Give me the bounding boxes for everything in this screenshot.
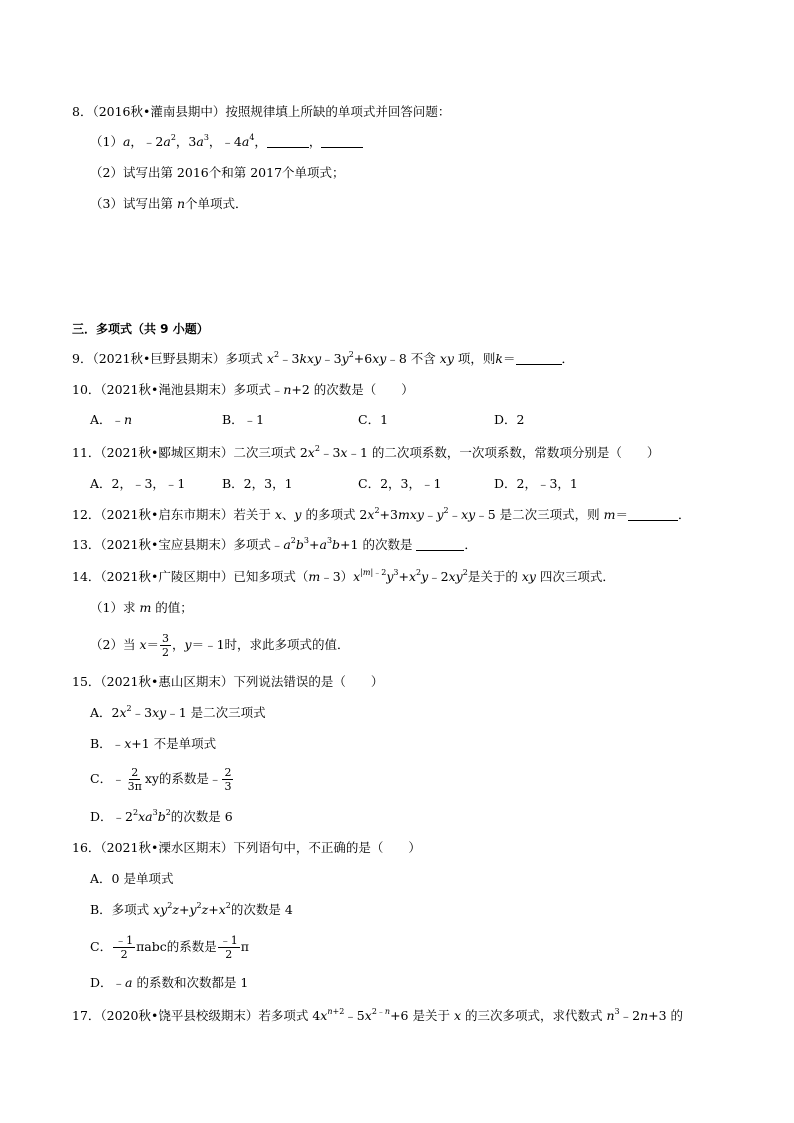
- option-b[interactable]: B．﹣x+1 不是单项式: [90, 736, 217, 751]
- option-b[interactable]: B．2，3，1: [222, 476, 293, 491]
- q11: 11．（2021秋•郾城区期末）二次三项式 $2x^2﹣3x﹣1$ 的二次项系数，一次项系数，常数项分别是（ ）: [72, 444, 660, 460]
- option-a[interactable]: A．0 是单项式: [90, 871, 174, 886]
- section-title: 三．多项式（共 9 小题）: [72, 322, 209, 336]
- option-a[interactable]: A．﹣n: [90, 412, 133, 427]
- option-c[interactable]: C．﹣ $\frac{2}{3\pi}$ xy的系数是﹣ $\frac{2}{3}$: [90, 766, 232, 793]
- answer-blank[interactable]: [321, 135, 363, 148]
- q13: 13．（2021秋•宝应县期末）多项式$﹣a^2b^3+a^3b+1$ 的次数是 ．: [72, 536, 477, 552]
- option-d[interactable]: D．$﹣2^2xa^3b^2$的次数是 6: [90, 808, 233, 824]
- q9: 9．（2021秋•巨野县期末）多项式 $x^2﹣3kxy﹣3y^2+6xy﹣8$ 不含 xy 项，则k＝ ．: [72, 350, 575, 366]
- q16: 16．（2021秋•溧水区期末）下列语句中，不正确的是（ ）: [72, 840, 421, 855]
- fraction: $\frac{2}{3}$: [224, 766, 232, 793]
- option-d[interactable]: D．2，﹣3，1: [494, 476, 578, 491]
- fraction: $\frac{2}{3\pi}$: [127, 766, 142, 793]
- q15: 15．（2021秋•惠山区期末）下列说法错误的是（ ）: [72, 674, 384, 689]
- fraction: $\frac{﹣1}{2}$: [115, 934, 134, 961]
- option-c[interactable]: C． $\frac{﹣1}{2}$ πabc的系数是 $\frac{﹣1}{2}$ π: [90, 934, 249, 961]
- q14-part1: （1）求 m 的值；: [90, 600, 193, 615]
- option-a[interactable]: A．2，﹣3，﹣1: [90, 476, 186, 491]
- option-b[interactable]: B．多项式 $xy^2z+y^2z+x^2$的次数是 4: [90, 901, 293, 917]
- option-a[interactable]: A．$2x^2﹣3xy﹣1$ 是二次三项式: [90, 704, 266, 720]
- option-b[interactable]: B．﹣1: [222, 412, 265, 427]
- q14-part2: （2）当 x＝ $\frac{3}{2}$ ，y＝﹣1时，求此多项式的值．: [90, 632, 350, 659]
- q8-head: 8．（2016秋•灌南县期中）按照规律填上所缺的单项式并回答问题：: [72, 104, 451, 119]
- q12: 12．（2021秋•启东市期末）若关于 x、y 的多项式 $2x^2+3mxy﹣y^2﹣xy﹣5$ 是二次三项式，则 m＝ ．: [72, 506, 691, 522]
- option-c[interactable]: C．2，3，﹣1: [358, 476, 442, 491]
- fraction: $\frac{﹣1}{2}$: [219, 934, 238, 961]
- q11-options: [90, 475, 578, 493]
- option-d[interactable]: D．﹣a 的系数和次数都是 1: [90, 975, 249, 990]
- q8-part2: （2）试写出第 2016个和第 2017个单项式；: [90, 165, 345, 180]
- answer-blank[interactable]: [416, 538, 464, 551]
- fraction: $\frac{3}{2}$: [162, 632, 170, 659]
- q8-part1: （1）a，$﹣2a^2$，$3a^3$，$﹣4a^4$， ，: [90, 133, 363, 151]
- option-d[interactable]: D．2: [494, 412, 525, 427]
- answer-blank[interactable]: [516, 352, 562, 365]
- answer-blank[interactable]: [267, 135, 309, 148]
- q8-part3: （3）试写出第 n个单项式．: [90, 196, 248, 211]
- q17: 17．（2020秋•饶平县校级期末）若多项式 $4x^{n+2}﹣5x^{2﹣n}+6$ 是关于 x 的三次多项式，求代数式 $n^3﹣2n+3$ 的: [72, 1007, 684, 1023]
- q10: 10．（2021秋•渑池县期末）多项式﹣n+2 的次数是（ ）: [72, 382, 414, 397]
- q10-options: [90, 411, 524, 429]
- option-c[interactable]: C．1: [358, 412, 389, 427]
- q14: 14．（2021秋•广陵区期中）已知多项式$(m﹣3)x^{|m|﹣2}y^3+x^2y﹣2xy^2$是关于的 xy 四次三项式．: [72, 568, 615, 584]
- answer-blank[interactable]: [628, 508, 678, 521]
